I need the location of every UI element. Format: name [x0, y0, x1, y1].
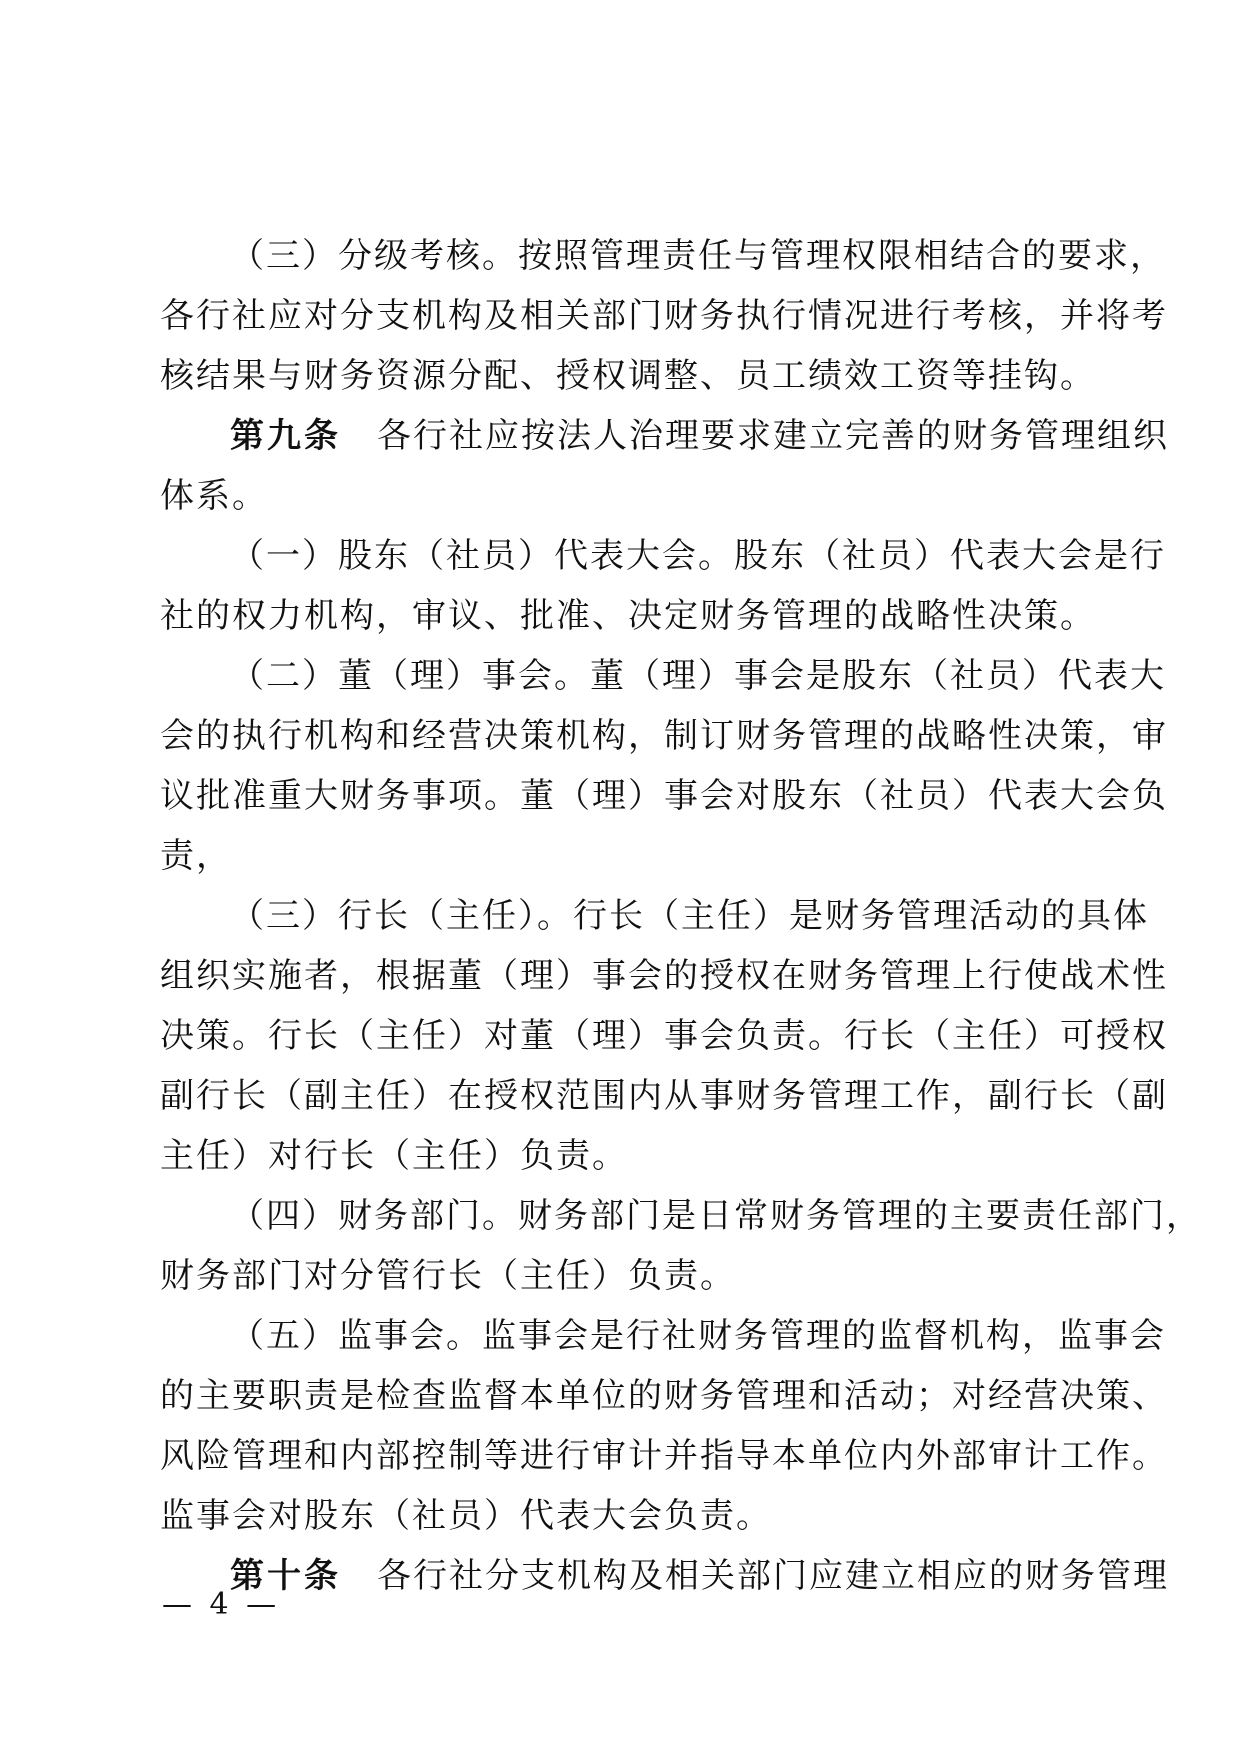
paragraph-line: 的主要职责是检查监督本单位的财务管理和活动；对经营决策、: [160, 1376, 1168, 1416]
paragraph-line: 责，: [160, 836, 232, 876]
paragraph-line: 组织实施者，根据董（理）事会的授权在财务管理上行使战术性: [160, 956, 1168, 996]
paragraph-line: 核结果与财务资源分配、授权调整、员工绩效工资等挂钩。: [160, 356, 1096, 396]
paragraph-line: （二）董（理）事会。董（理）事会是股东（社员）代表大: [230, 656, 1166, 696]
paragraph-line: （三）行长（主任）。行长（主任）是财务管理活动的具体: [230, 896, 1149, 936]
article-9-line: [160, 406, 1169, 466]
paragraph-line: （三）分级考核。按照管理责任与管理权限相结合的要求，: [230, 236, 1166, 276]
article-10-line: [160, 1546, 1169, 1606]
page-number: — 4 —: [162, 1587, 281, 1622]
paragraph-line: 决策。行长（主任）对董（理）事会负责。行长（主任）可授权: [160, 1016, 1168, 1056]
paragraph-line: 各行社应对分支机构及相关部门财务执行情况进行考核，并将考: [160, 296, 1168, 336]
paragraph-line: 会的执行机构和经营决策机构，制订财务管理的战略性决策，审: [160, 716, 1168, 756]
paragraph-line: 主任）对行长（主任）负责。: [160, 1136, 628, 1176]
paragraph-line: 体系。: [160, 476, 268, 516]
paragraph-line: （四）财务部门。财务部门是日常财务管理的主要责任部门，: [230, 1196, 1202, 1236]
article-9-heading: 第九条: [230, 416, 341, 456]
paragraph-line: 财务部门对分管行长（主任）负责。: [160, 1256, 736, 1296]
paragraph-line: （五）监事会。监事会是行社财务管理的监督机构，监事会: [230, 1316, 1166, 1356]
paragraph-line: 风险管理和内部控制等进行审计并指导本单位内外部审计工作。: [160, 1436, 1168, 1476]
paragraph-line: 副行长（副主任）在授权范围内从事财务管理工作，副行长（副: [160, 1076, 1168, 1116]
paragraph-line: 监事会对股东（社员）代表大会负责。: [160, 1496, 772, 1536]
paragraph-line: 各行社分支机构及相关部门应建立相应的财务管理: [377, 1556, 1169, 1596]
paragraph-line: 各行社应按法人治理要求建立完善的财务管理组织: [377, 416, 1169, 456]
article-10-heading: 第十条: [230, 1556, 341, 1596]
document-body: [160, 226, 1202, 1606]
paragraph-line: 议批准重大财务事项。董（理）事会对股东（社员）代表大会负: [160, 776, 1168, 816]
paragraph-line: 社的权力机构，审议、批准、决定财务管理的战略性决策。: [160, 596, 1096, 636]
paragraph-line: （一）股东（社员）代表大会。股东（社员）代表大会是行: [230, 536, 1166, 576]
